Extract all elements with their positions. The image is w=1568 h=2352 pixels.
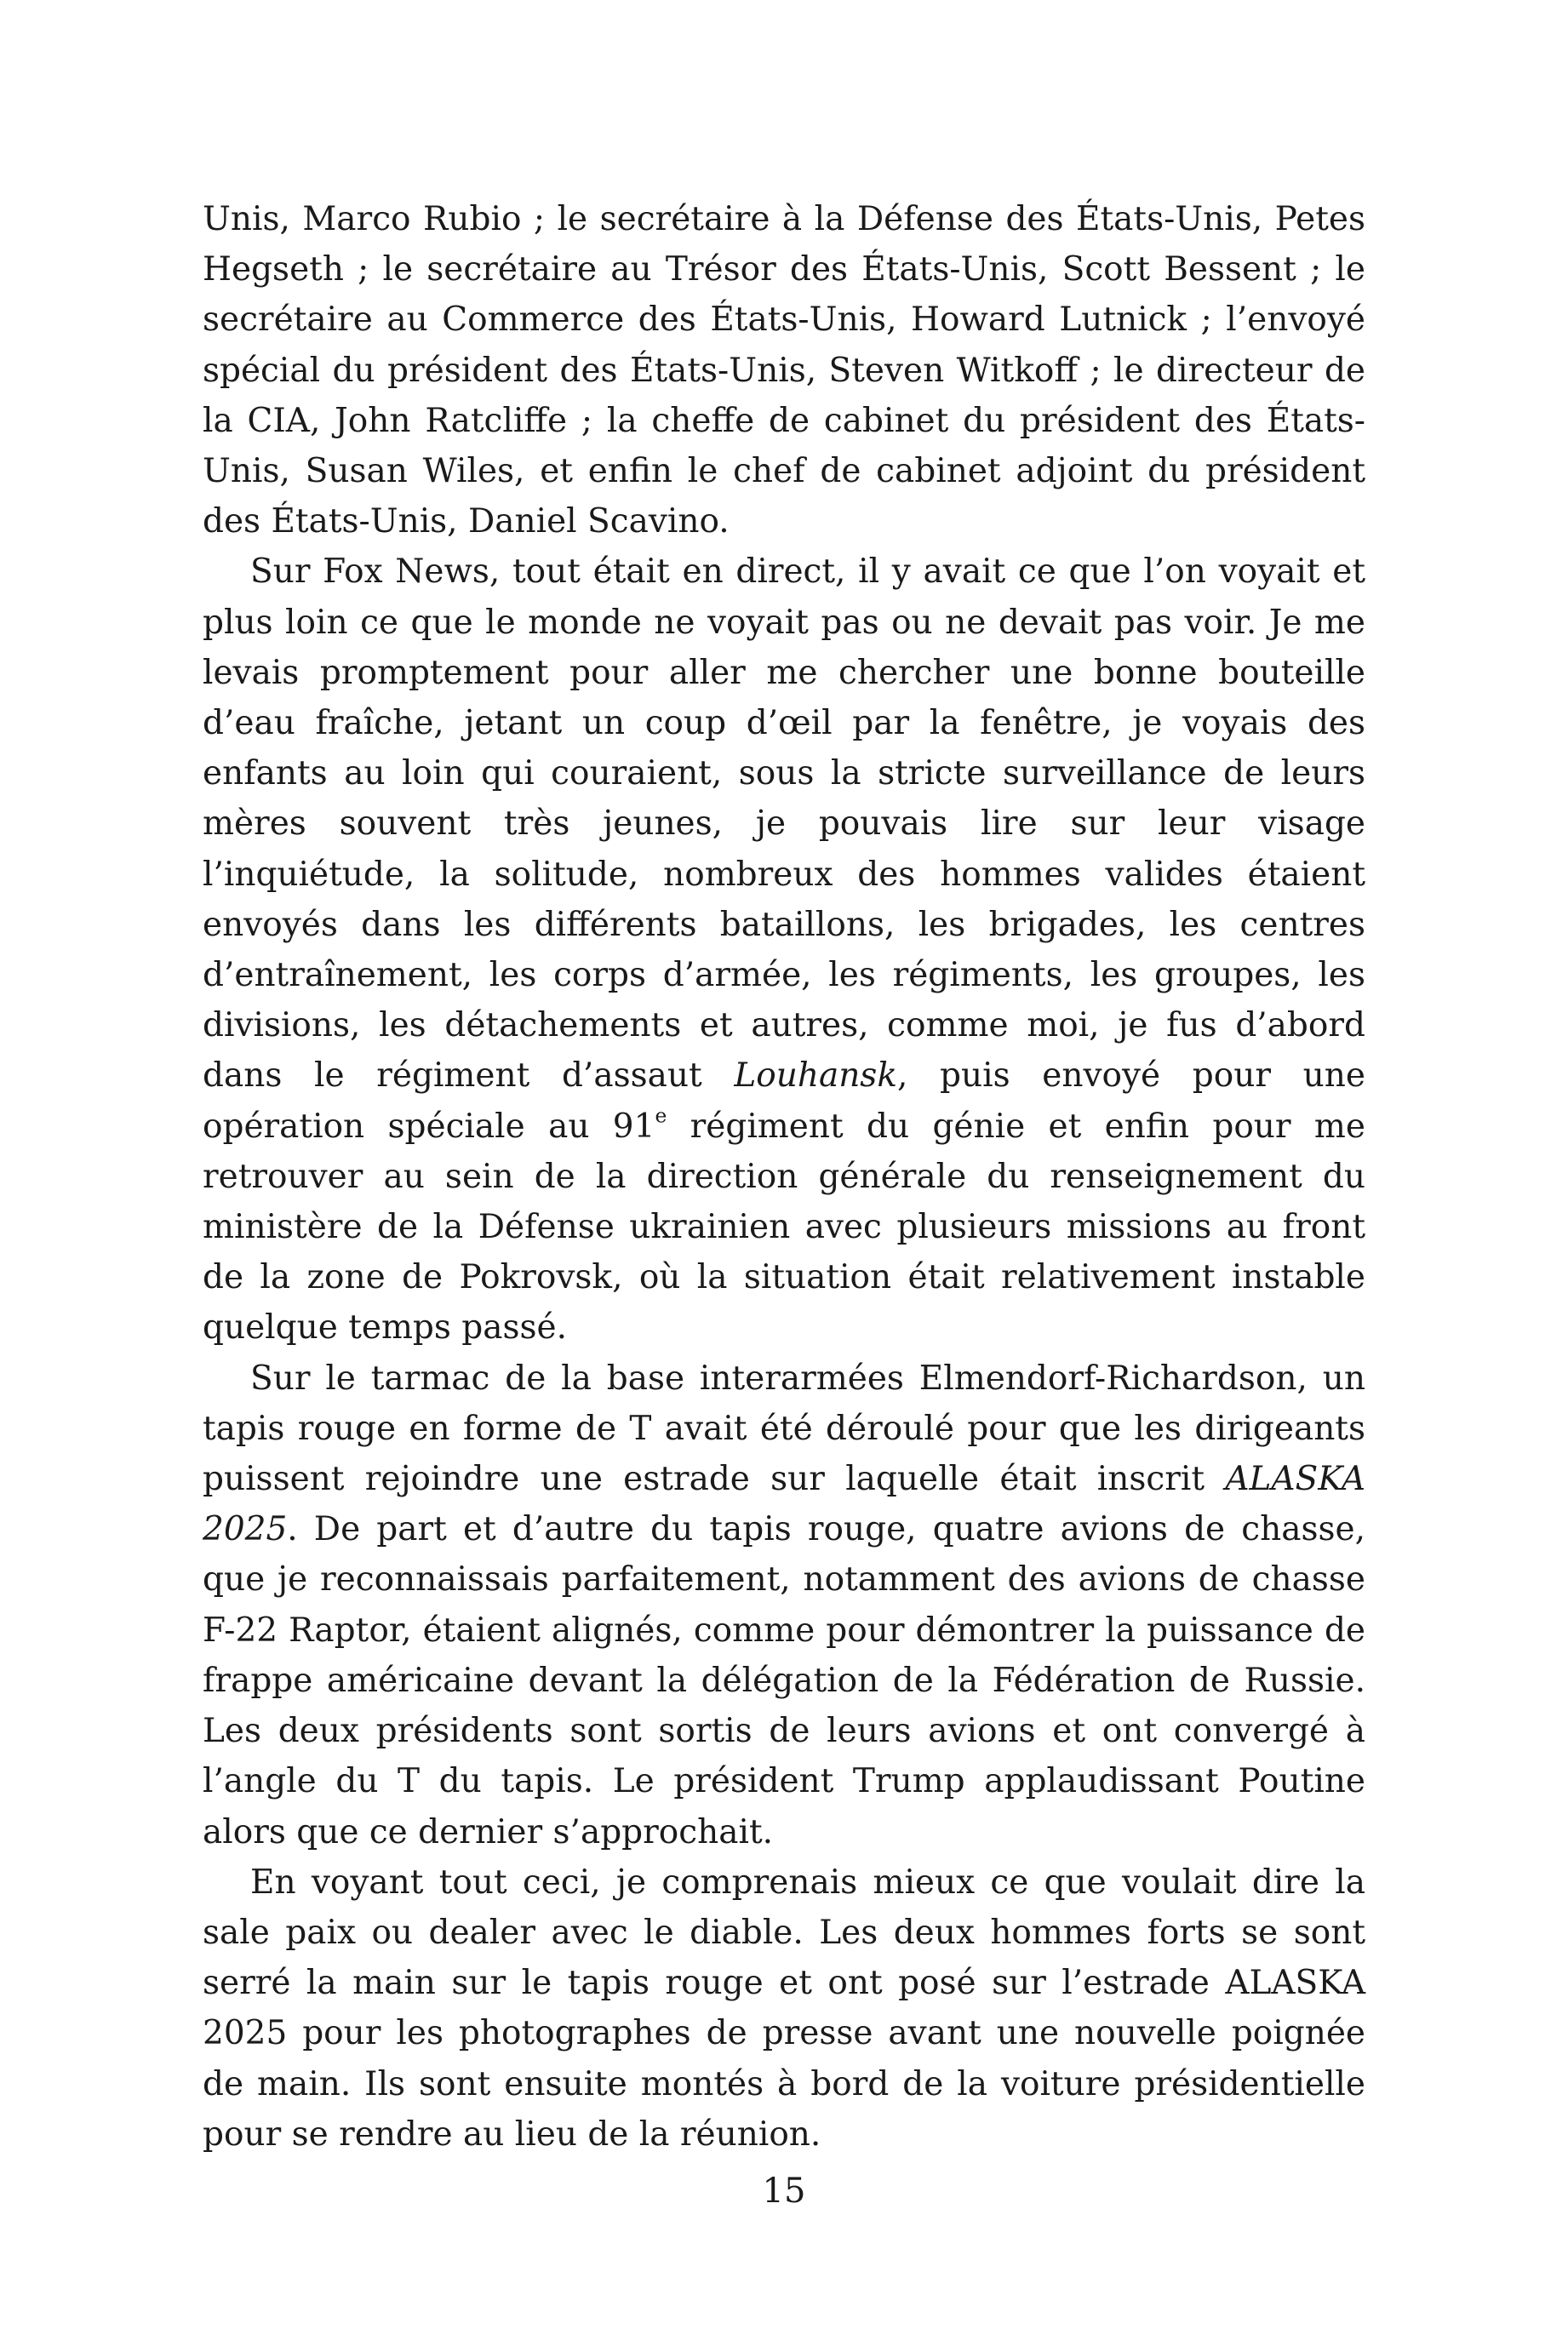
ordinal-superscript: e — [655, 1103, 667, 1128]
paragraph-2-part-2: , puis envoyé pour une opération spéciale au 91 — [203, 1056, 1366, 1146]
page-number: 15 — [762, 2172, 806, 2211]
paragraph-2 — [203, 547, 1365, 1353]
paragraph-3 — [203, 1353, 1365, 1857]
paragraph-3-part-2: . De part et d’autre du tapis rouge, quatre avions de chasse, que je reconnaissais parfaitement, notamment des avions de chasse F-22 Raptor, étaient alignés, comme pour démontrer la puissance de frappe américaine devant la délégation de la Fédération de Russie. Les deux présidents sont sortis de leurs avions et ont convergé à l’angle du T du tapis. Le président Trump applaudissant Poutine alors que ce dernier s’approchait. — [203, 1510, 1365, 1851]
paragraph-3-part-1: Sur le tarmac de la base interarmées Elmendorf-Richardson, un tapis rouge en forme de T avait été déroulé pour que les dirigeants puissent rejoindre une estrade sur laquelle était inscrit — [203, 1359, 1365, 1499]
body-text — [203, 194, 1365, 2160]
paragraph-2-part-1: Sur Fox News, tout était en direct, il y avait ce que l’on voyait et plus loin ce que le monde ne voyait pas ou ne devait pas voir. Je me levais promptement pour aller me chercher une bonne bouteille d’eau fraîche, jetant un coup d’œil par la fenêtre, je voyais des enfants au loin qui couraient, sous la stricte surveillance de leurs mères souvent très jeunes, je pouvais lire sur leur visage l’inquiétude, la solitude, nombreux des hommes valides étaient envoyés dans les différents bataillons, les brigades, les centres d’entraînement, les corps d’armée, les régiments, les groupes, les divisions, les détachements et autres, comme moi, je fus d’abord dans le régiment d’assaut — [203, 552, 1365, 1096]
paragraph-4: En voyant tout ceci, je comprenais mieux ce que voulait dire la sale paix ou dealer avec le diable. Les deux hommes forts se sont serré la main sur le tapis rouge et ont posé sur l’estrade ALASKA 2025 pour les photographes de presse avant une nouvelle poignée de main. Ils sont ensuite montés à bord de la voiture présidentielle pour se rendre au lieu de la réunion. — [203, 1863, 1365, 2154]
regiment-name-italic: Louhansk — [734, 1056, 897, 1096]
paragraph-2-part-3: régiment du génie et enfin pour me retrouver au sein de la direction générale du renseignement du ministère de la Défense ukrainien avec plusieurs missions au front de la zone de Pokrovsk, où la situation était relativement instable quelque temps passé. — [203, 1107, 1365, 1348]
alaska-2025-italic: ALASKA 2025 — [203, 1460, 1365, 1549]
paragraph-1: Unis, Marco Rubio ; le secrétaire à la Défense des États-Unis, Petes Hegseth ; le secrétaire au Trésor des États-Unis, Scott Bessent ; le secrétaire au Commerce des États-Unis, Howard Lutnick ; l’envoyé spécial du président des États-Unis, Steven Witkoff ; le directeur de la CIA, John Ratcliffe ; la cheffe de cabinet du président des États-Unis, Susan Wiles, et enfin le chef de cabinet adjoint du président des États-Unis, Daniel Scavino. — [203, 200, 1365, 541]
